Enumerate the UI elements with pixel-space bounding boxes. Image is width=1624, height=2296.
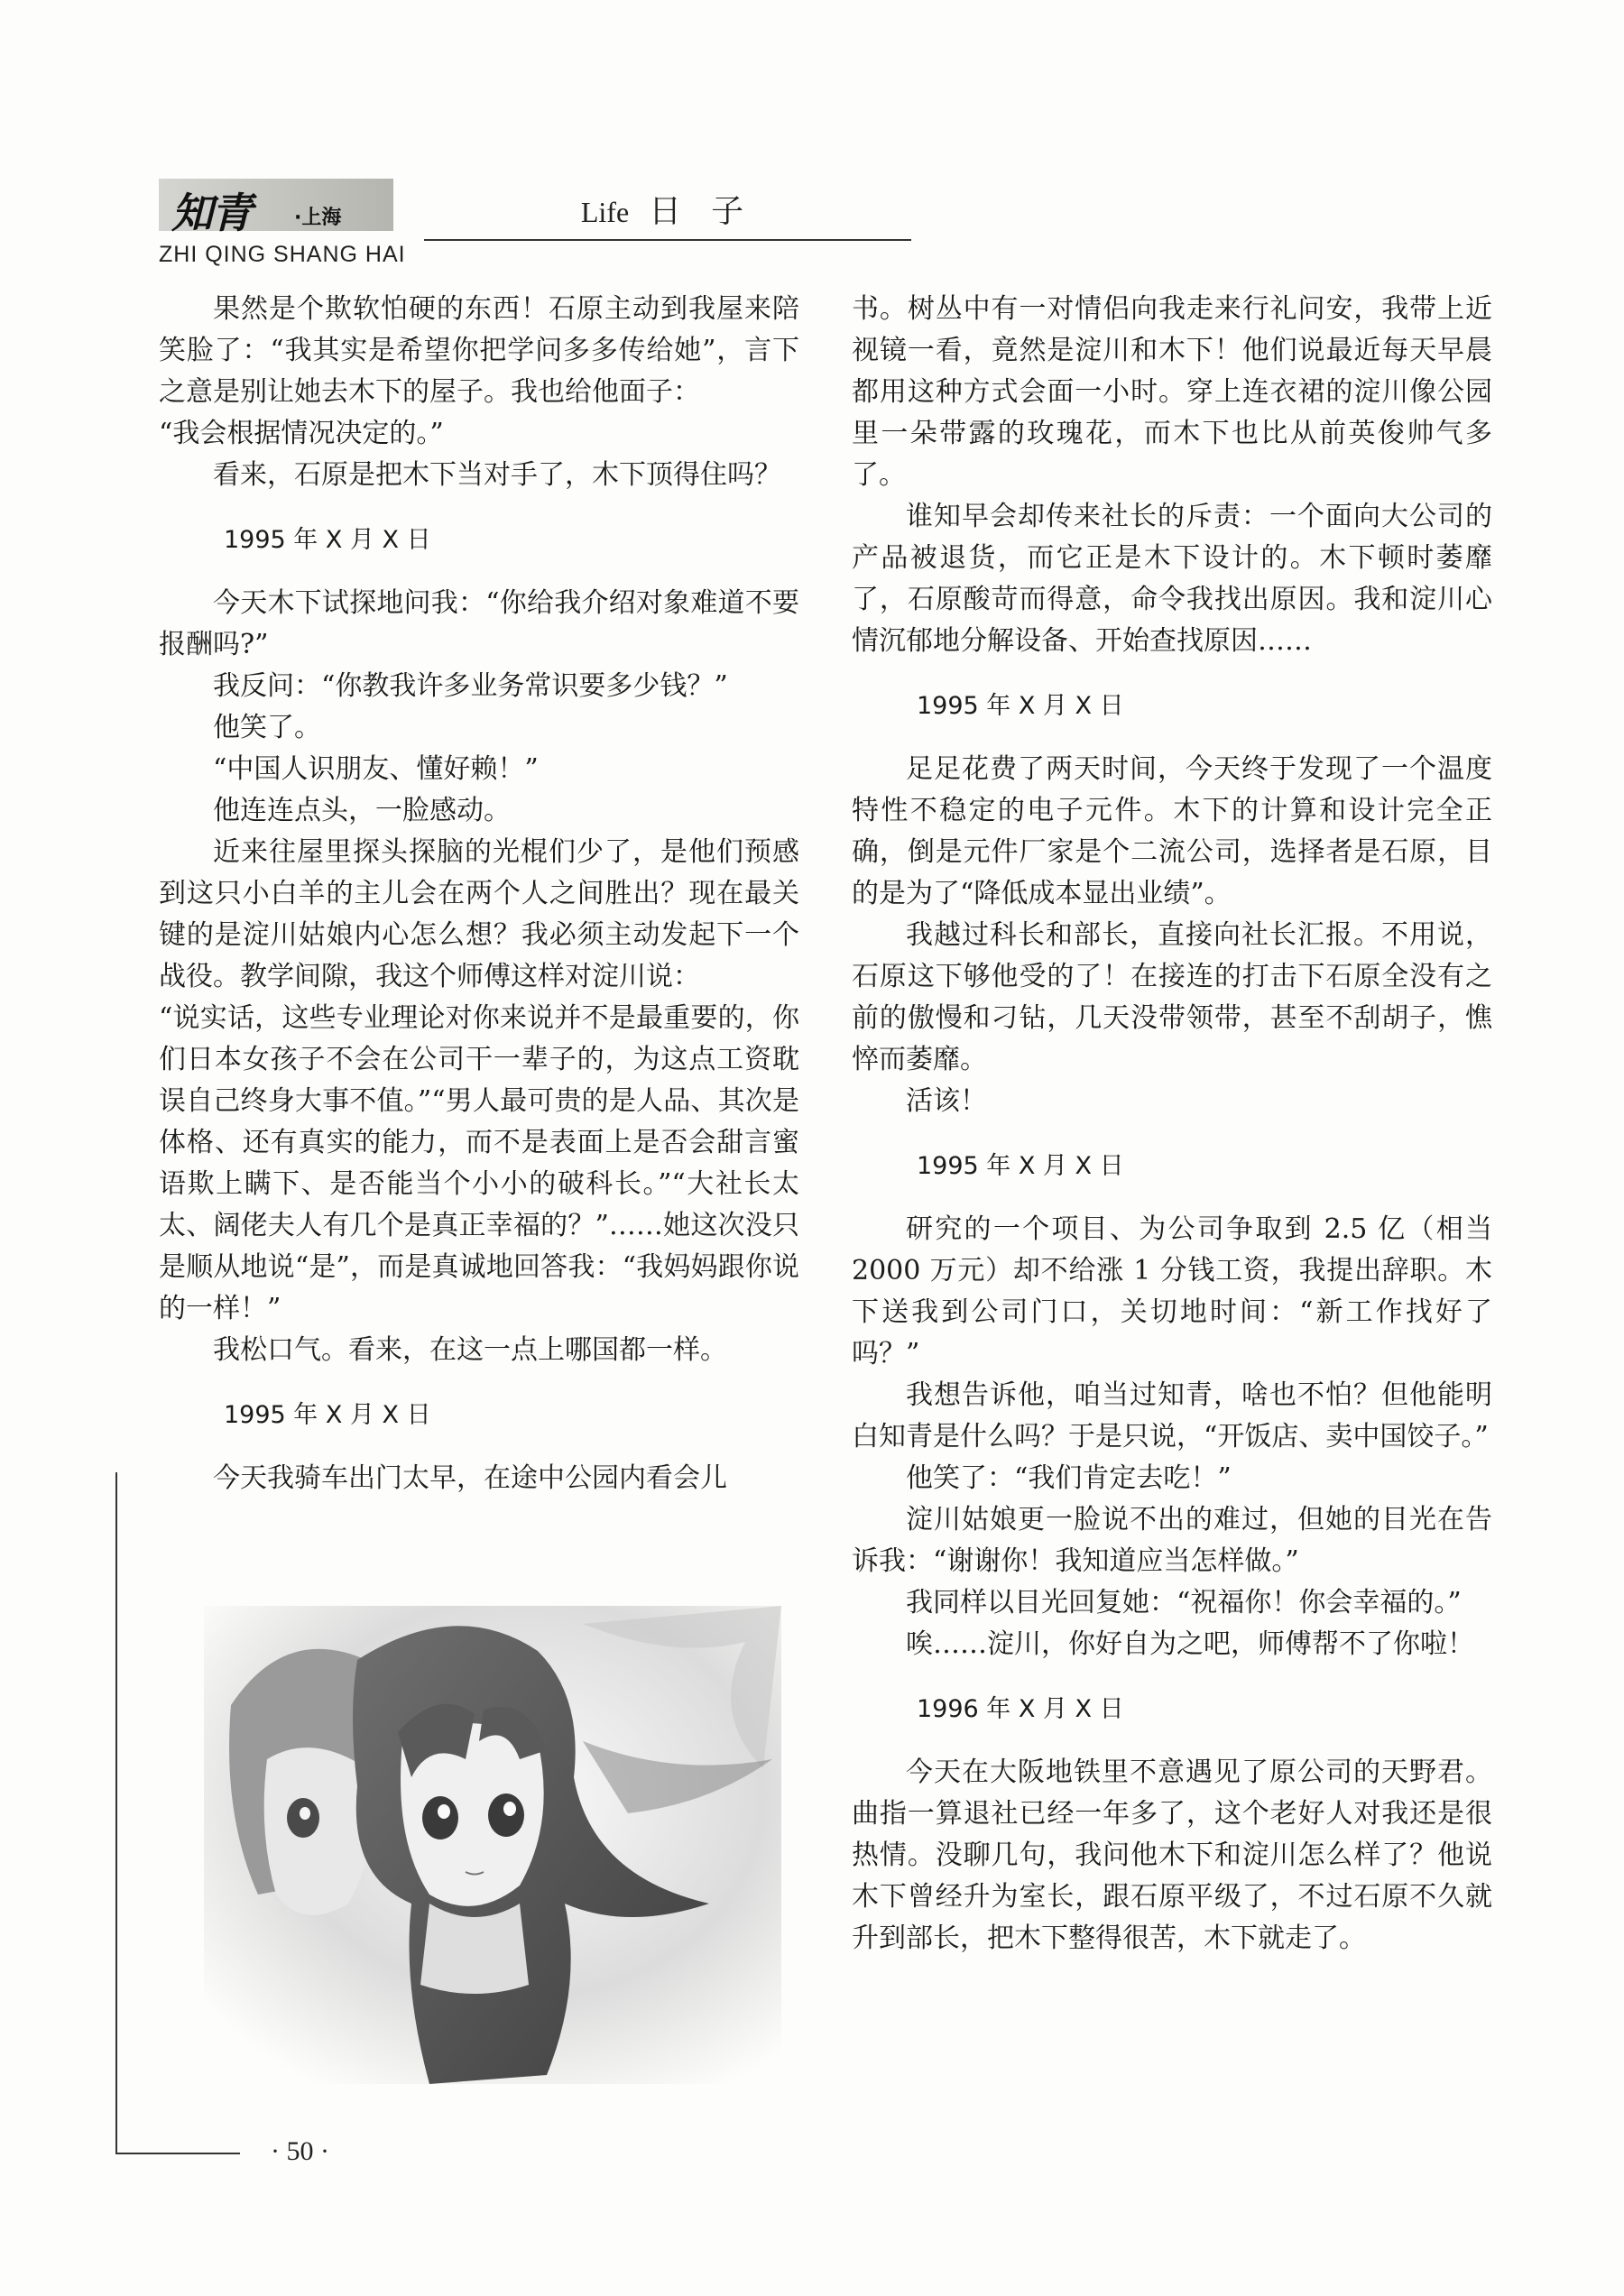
paragraph: 他连连点头，一脸感动。	[213, 795, 511, 826]
paragraph: 淀川姑娘更一脸说不出的难过，但她的目光在告诉我：“谢谢你！我知道应当怎样做。”	[852, 1504, 1492, 1577]
paragraph: “我会根据情况决定的。”	[159, 418, 444, 449]
paragraph: 今天我骑车出门太早，在途中公园内看会儿	[213, 1462, 727, 1494]
paragraph: 活该！	[906, 1085, 987, 1117]
paragraph: “说实话，这些专业理论对你来说并不是最重要的，你们日本女孩子不会在公司干一辈子的，为这点工资耽误自己终身大事不值。”“男人最可贵的是人品、其次是体格、还有真实的能力，而不是表面上是否会甜言蜜语欺上瞒下、是否能当个小小的破科长。”“大社长太太、阔佬夫人有几个是真正幸福的？”……她这次没只是顺从地说“是”，而是真诚地回答我：“我妈妈跟你说的一样！”	[159, 1002, 799, 1324]
paragraph: 我越过科长和部长，直接向社长汇报。不用说，石原这下够他受的了！在接连的打击下石原全没有之前的傲慢和刁钻，几天没带领带，甚至不刮胡子，憔悴而萎靡。	[852, 919, 1492, 1075]
paragraph: 近来往屋里探头探脑的光棍们少了，是他们预感到这只小白羊的主儿会在两个人之间胜出？现在最关键的是淀川姑娘内心怎么想？我必须主动发起下一个战役。教学间隙，我这个师傅这样对淀川说：	[159, 836, 799, 992]
paragraph: 他笑了。	[213, 712, 321, 743]
paragraph: 书。树丛中有一对情侣向我走来行礼问安，我带上近视镜一看，竟然是淀川和木下！他们说最近每天早晨都用这种方式会面一小时。穿上连衣裙的淀川像公园里一朵带露的玫瑰花，而木下也比从前英俊帅气多了。	[852, 293, 1492, 491]
paragraph: 研究的一个项目、为公司争取到 2.5 亿（相当 2000 万元）却不给涨 1 分钱工资，我提出辞职。木下送我到公司门口，关切地时间：“新工作找好了吗？”	[852, 1213, 1492, 1369]
paragraph: 谁知早会却传来社长的斥责：一个面向大公司的产品被退货，而它正是木下设计的。木下顿时萎靡了，石原酸苛而得意，命令我找出原因。我和淀川心情沉郁地分解设备、开始查找原因……	[852, 501, 1492, 657]
paragraph: 他笑了：“我们肯定去吃！”	[906, 1462, 1232, 1494]
page-number: · 50 ·	[271, 2136, 329, 2166]
left-column	[159, 289, 799, 1499]
margin-rule-vertical	[115, 1472, 117, 2153]
paragraph: “中国人识朋友、懂好赖！”	[213, 753, 539, 785]
paragraph: 我反问：“你教我许多业务常识要多少钱？”	[213, 670, 728, 702]
paragraph: 唉……淀川，你好自为之吧，师傅帮不了你啦！	[906, 1628, 1474, 1660]
paragraph: 我同样以目光回复她：“祝福你！你会幸福的。”	[906, 1587, 1462, 1618]
paragraph: 果然是个欺软怕硬的东西！石原主动到我屋来陪笑脸了：“我其实是希望你把学问多多传给她”，言下之意是别让她去木下的屋子。我也给他面子：	[159, 293, 799, 408]
paragraph: 我松口气。看来，在这一点上哪国都一样。	[213, 1334, 727, 1366]
logo-pinyin: ZHI QING SHANG HAI	[159, 242, 406, 267]
diary-date: 1995 年 X 月 X 日	[917, 692, 1124, 720]
diary-date: 1995 年 X 月 X 日	[224, 526, 431, 554]
logo-city: ·上海	[294, 207, 342, 229]
paragraph: 足足花费了两天时间，今天终于发现了一个温度特性不稳定的电子元件。木下的计算和设计完全正确，倒是元件厂家是个二流公司，选择者是石原，目的是为了“降低成本显出业绩”。	[852, 753, 1492, 909]
paragraph: 看来，石原是把木下当对手了，木下顶得住吗？	[213, 459, 781, 491]
section-title-zh: 日 子	[649, 193, 755, 229]
section-title-en: Life	[580, 196, 630, 228]
margin-rule-horizontal	[115, 2153, 240, 2154]
right-column	[852, 289, 1492, 1959]
magazine-logo	[159, 179, 393, 237]
diary-date: 1995 年 X 月 X 日	[224, 1401, 431, 1429]
paragraph: 我想告诉他，咱当过知青，啥也不怕？但他能明白知青是什么吗？于是只说，“开饭店、卖中国饺子。”	[852, 1379, 1492, 1452]
paragraph: 今天在大阪地铁里不意遇见了原公司的天野君。曲指一算退社已经一年多了，这个老好人对我还是很热情。没聊几句，我问他木下和淀川怎么样了？他说木下曾经升为室长，跟石原平级了，不过石原不久就升到部长，把木下整得很苦，木下就走了。	[852, 1757, 1492, 1954]
logo-title: 知青	[171, 189, 251, 237]
diary-date: 1996 年 X 月 X 日	[917, 1695, 1124, 1723]
section-title	[424, 186, 911, 232]
diary-date: 1995 年 X 月 X 日	[917, 1152, 1124, 1180]
paragraph: 今天木下试探地问我：“你给我介绍对象难道不要报酬吗?”	[159, 587, 799, 660]
illustration	[204, 1606, 781, 2084]
header-rule	[424, 239, 911, 241]
